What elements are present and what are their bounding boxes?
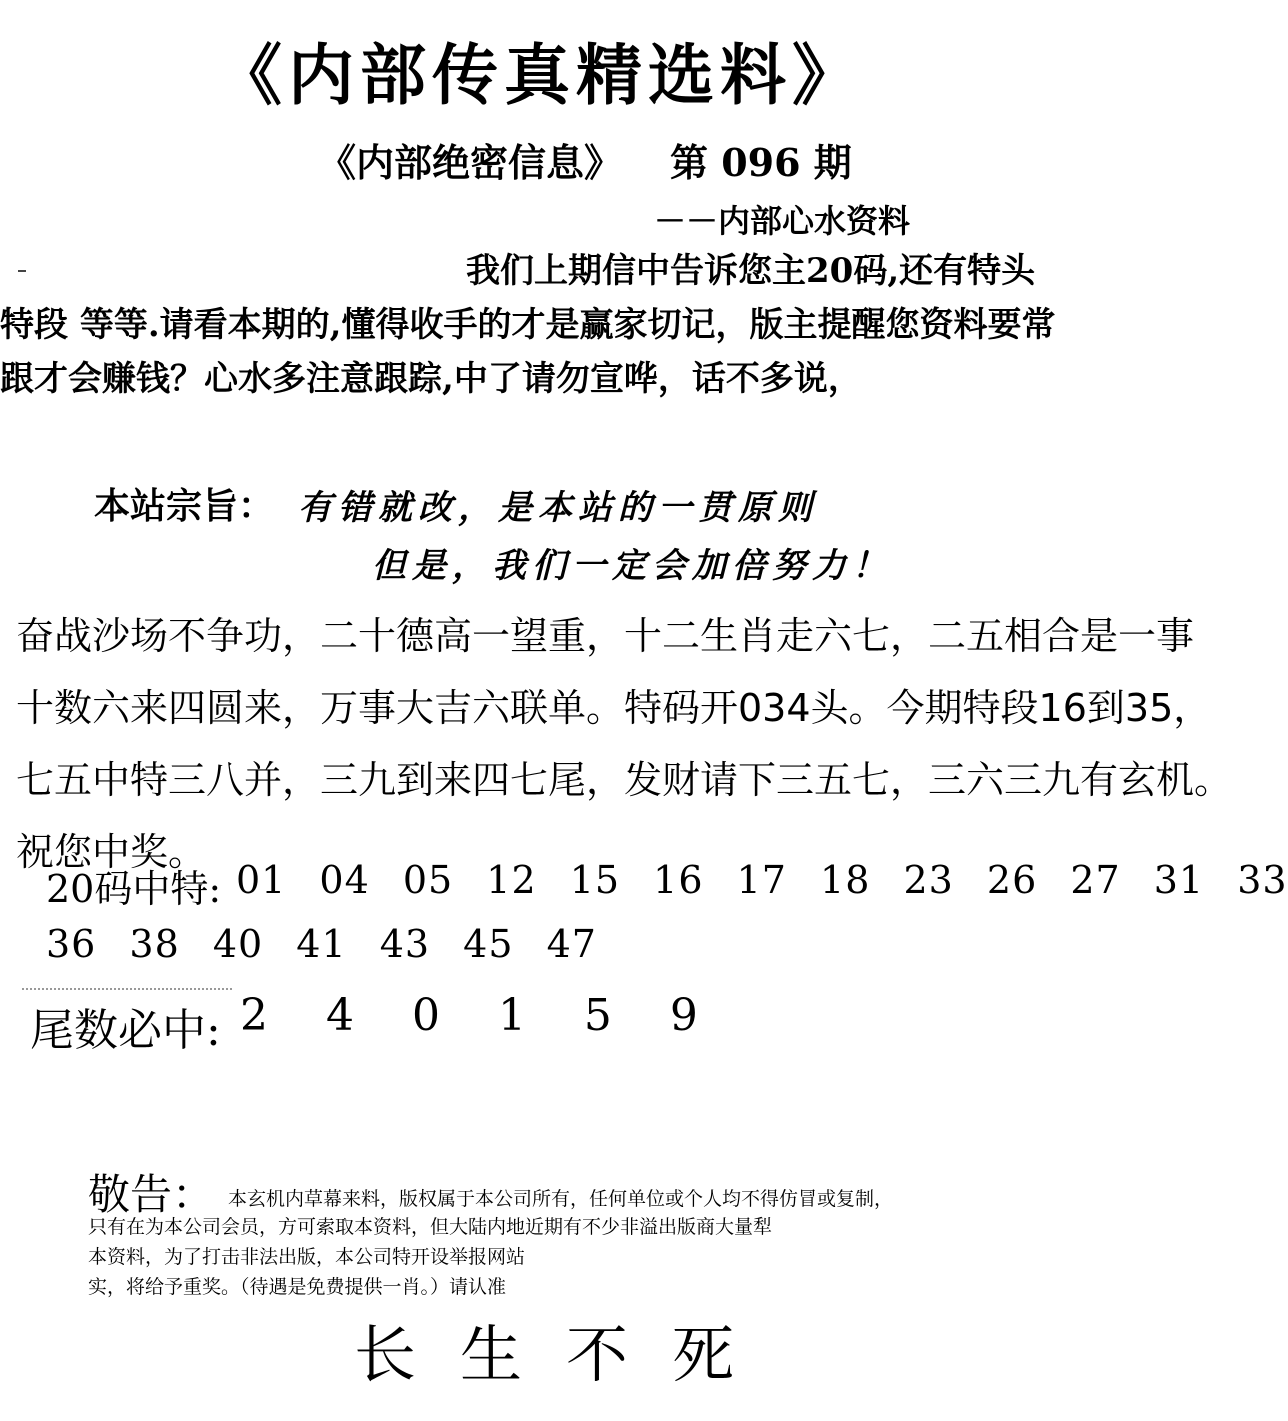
motto-line-1: 有错就改，是本站的一贯原则 [298,488,818,528]
source-line: －－内部心水资料 [654,202,911,240]
intro-rest: 头 特段 等等.请看本期的,懂得收手的才是赢家切记，版主提醒您资料要常跟才会赚钱？心水多注意跟踪,中了请勿宣哗，话不多说， [0,251,1056,399]
scan-dots [22,988,232,992]
document-title: 《内部传真精选料》 [216,36,864,114]
tail-label: 尾数必中: [30,1005,221,1056]
intro-first-line: 我们上期信中告诉您主20码,还有特 [466,251,1002,291]
notice-line-1: 本玄机内草幕来料，版权属于本公司所有，任何单位或个人均不得仿冒或复制， [228,1188,894,1210]
poem-line: 七五中特三八并，三九到来四七尾，发财请下三五七，三六三九有玄机。 [16,758,1233,802]
poem-line: 奋战沙场不争功，二十德高一望重，十二生肖走六七，二五相合是一事 [16,614,1195,658]
numbers-line-1: 01 04 05 12 15 16 17 18 23 26 27 31 33 [236,858,1288,902]
intro-paragraph [0,244,1076,406]
poem-line: 祝您中奖。 [16,830,207,874]
closing-text: 长生不死 [354,1318,779,1391]
motto-label: 本站宗旨： [94,485,275,527]
poem-line: 十数六来四圆来，万事大吉六联单。特码开034头。今期特段16到35， [16,686,1212,730]
notice-line-3: 本资料，为了打击非法出版，本公司特开设举报网站 [88,1246,526,1268]
document-subtitle: 《内部绝密信息》 [318,140,623,185]
numbers-line-2: 36 38 40 41 43 45 47 [46,922,597,966]
tail-digits: 2 4 0 1 5 9 [240,990,720,1041]
poem-block [16,600,1233,888]
numbers-label: 20码中特: [46,867,222,911]
notice-line-4: 实，将给予重奖。（待遇是免费提供一肖。）请认准 [88,1276,507,1298]
issue-number: 第 096 期 [670,140,852,185]
notice-label: 敬告： [88,1170,215,1219]
notice-line-2: 只有在为本公司会员，方可索取本资料，但大陆内地近期有不少非溢出版商大量犁 [88,1216,773,1238]
motto-line-2: 但是，我们一定会加倍努力！ [372,546,892,586]
